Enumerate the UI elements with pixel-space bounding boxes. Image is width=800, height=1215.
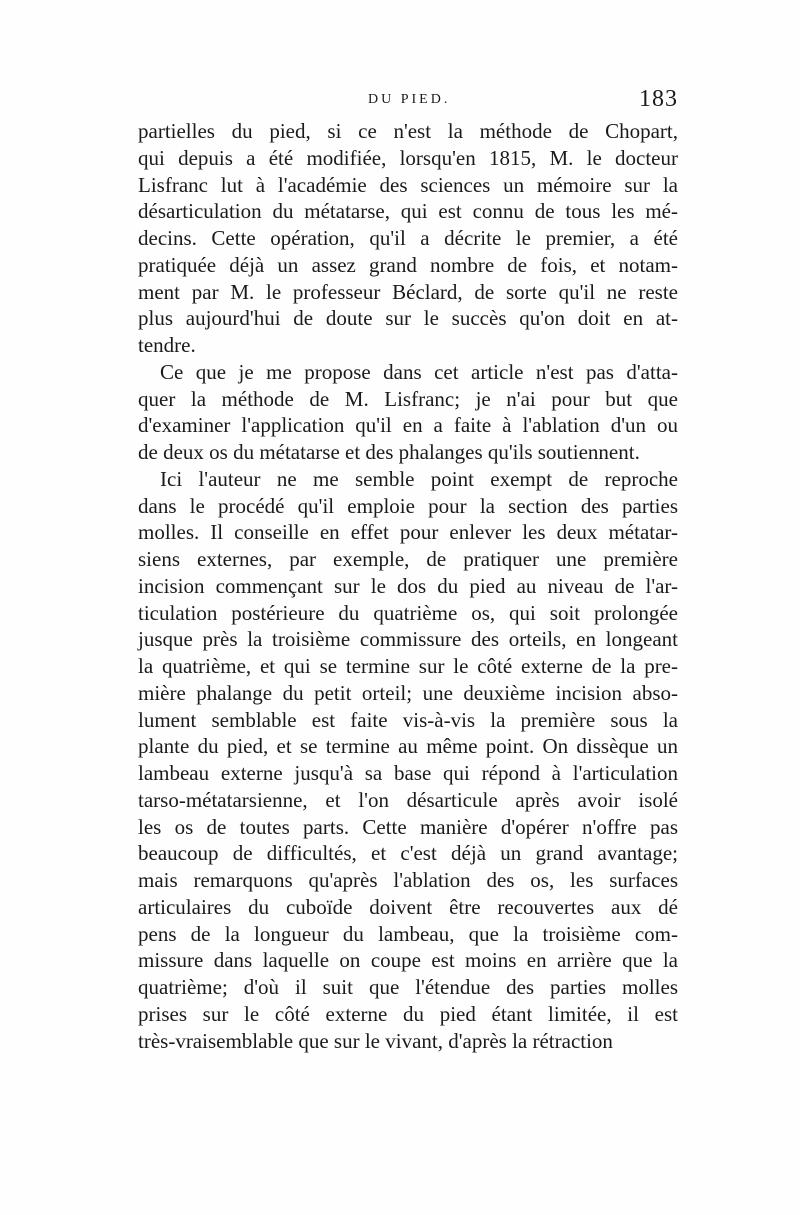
text-line: pens de la longueur du lambeau, que la troisième com- [138,921,678,946]
text-line: Ce que je me propose dans cet article n'est pas d'atta- [160,359,678,384]
paragraph [138,466,678,1055]
text-line: très-vraisemblable que sur le vivant, d'après la rétraction [138,1028,613,1053]
paragraph [138,359,678,466]
text-line: quatrième; d'où il suit que l'étendue des parties molles [138,975,678,999]
text-line: decins. Cette opération, qu'il a décrite le premier, a été [138,226,678,250]
text-line: incision commençant sur le dos du pied au niveau de l'ar- [138,573,678,598]
text-line: les os de toutes parts. Cette manière d'opérer n'offre pas [138,814,678,839]
text-line: Lisfranc lut à l'académie des sciences un mémoire sur la [138,172,678,197]
body-text [138,118,678,1054]
text-line: lument semblable est faite vis-à-vis la première sous la [138,707,678,732]
text-line: partielles du pied, si ce n'est la méthode de Chopart, [138,119,678,143]
text-line: tendre. [138,333,196,357]
text-line: plus aujourd'hui de doute sur le succès qu'on doit en at- [138,306,678,331]
text-line: jusque près la troisième commissure des orteils, en longeant [138,627,678,652]
text-line: d'examiner l'application qu'il en a faite à l'ablation d'un ou [138,413,678,438]
text-line: beaucoup de difficultés, et c'est déjà un grand avantage; [138,841,678,866]
text-line: ment par M. le professeur Béclard, de sorte qu'il ne reste [138,279,678,304]
text-line: désarticulation du métatarse, qui est connu de tous les mé- [138,199,678,224]
text-line: de deux os du métatarse et des phalanges qu'ils soutiennent. [138,440,640,464]
paragraph [138,118,678,359]
text-line: Ici l'auteur ne me semble point exempt de reproche [160,466,678,491]
text-line: quer la méthode de M. Lisfranc; je n'ai pour but que [138,386,678,411]
text-line: missure dans laquelle on coupe est moins en arrière que la [138,948,678,973]
text-line: ticulation postérieure du quatrième os, qui soit prolongée [138,600,678,625]
text-line: qui depuis a été modifiée, lorsqu'en 1815, M. le docteur [138,145,678,170]
text-line: la quatrième, et qui se termine sur le côté externe de la pre- [138,654,678,678]
text-line: dans le procédé qu'il emploie pour la section des parties [138,493,678,518]
text-line: plante du pied, et se termine au même point. On dissèque un [138,734,678,759]
text-line: tarso-métatarsienne, et l'on désarticule après avoir isolé [138,787,678,812]
page-header [138,88,678,118]
text-line: siens externes, par exemple, de pratiquer une première [138,547,678,571]
text-line: molles. Il conseille en effet pour enlever les deux métatar- [138,520,678,545]
page-number: 183 [639,86,678,112]
text-line: lambeau externe jusqu'à sa base qui répond à l'articulation [138,761,678,785]
running-head: DU PIED. [368,92,451,107]
text-line: prises sur le côté externe du pied étant limitée, il est [138,1001,678,1026]
text-line: mière phalange du petit orteil; une deuxième incision abso- [138,680,678,705]
text-line: mais remarquons qu'après l'ablation des os, les surfaces [138,868,678,892]
text-line: pratiquée déjà un assez grand nombre de fois, et notam- [138,252,678,277]
text-line: articulaires du cuboïde doivent être recouvertes aux dé [138,894,678,919]
